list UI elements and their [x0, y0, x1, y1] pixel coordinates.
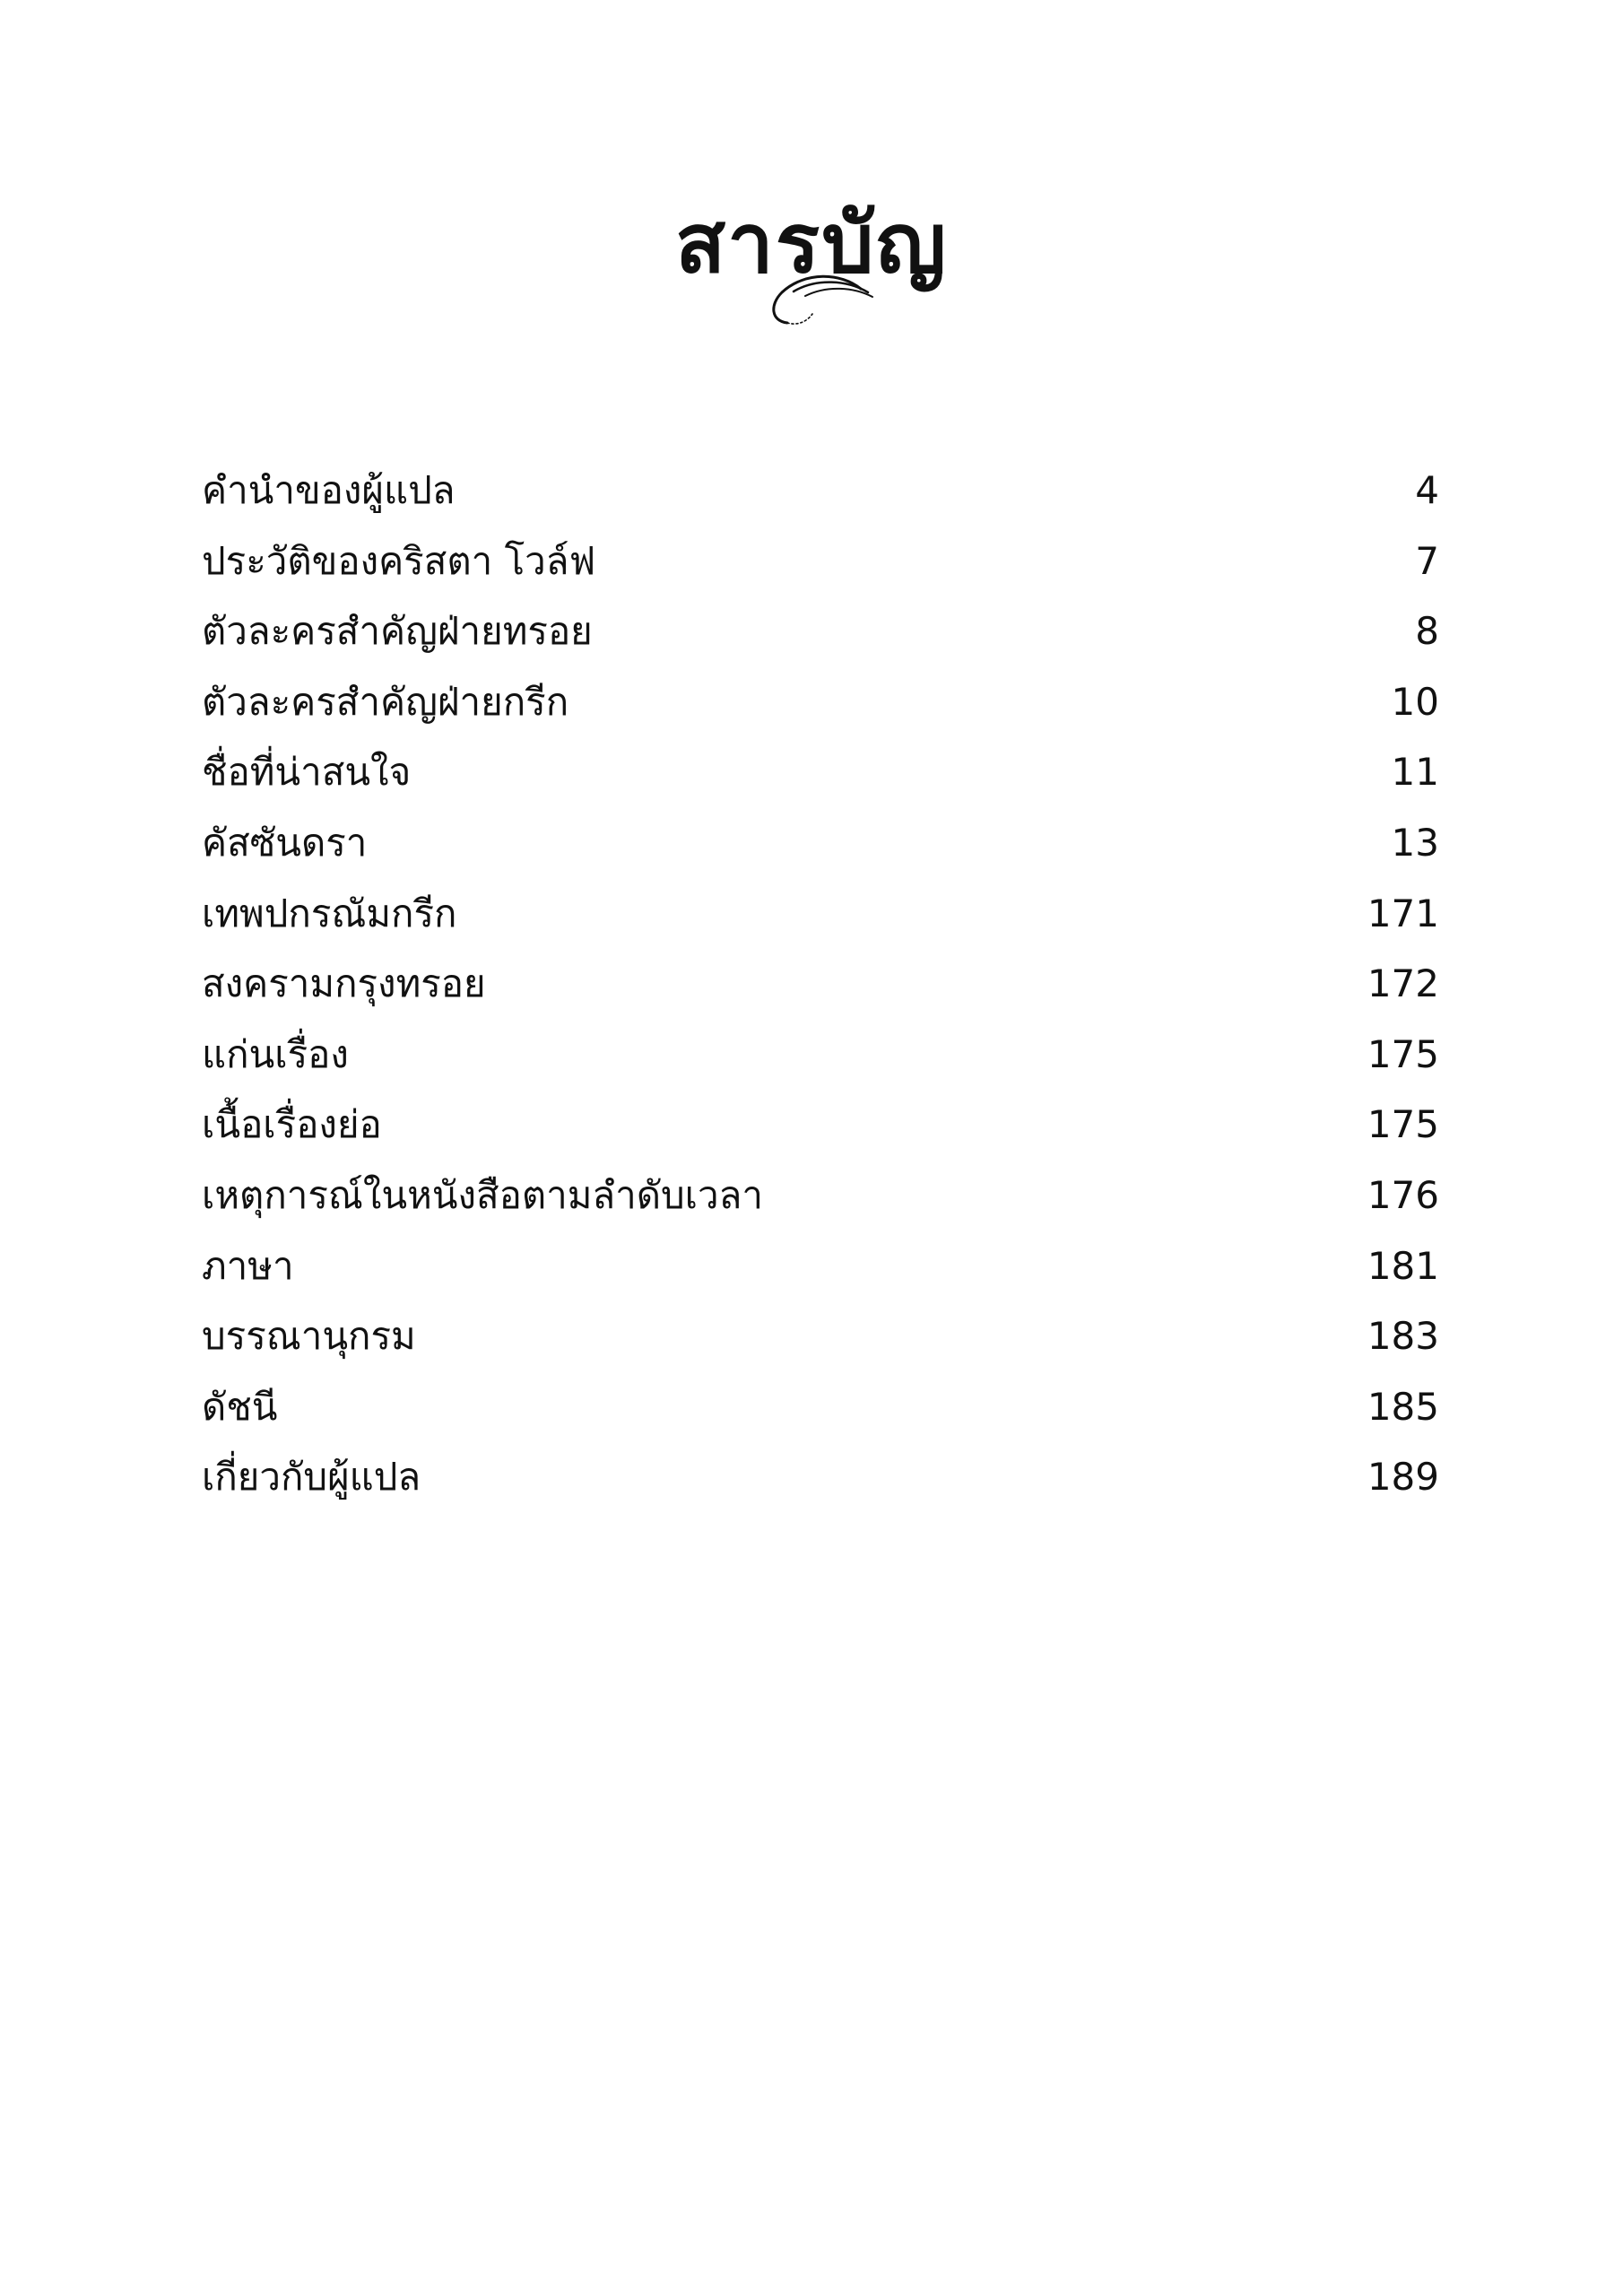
- toc-entry-title: บรรณานุกรม: [202, 1314, 416, 1359]
- toc-entry-page: 176: [1367, 1172, 1439, 1217]
- toc-entry-page: 175: [1367, 1102, 1439, 1147]
- toc-entry-title: ภาษา: [202, 1243, 294, 1288]
- toc-row: [202, 1090, 1439, 1161]
- toc-row: [202, 949, 1439, 1020]
- toc-entry-page: 10: [1391, 679, 1439, 724]
- toc-row: [202, 596, 1439, 667]
- toc-row: [202, 808, 1439, 879]
- toc-entry-title: ดัชนี: [202, 1384, 278, 1429]
- toc-entry-page: 185: [1367, 1384, 1439, 1429]
- toc-row: [202, 456, 1439, 526]
- toc-entry-page: 11: [1391, 750, 1439, 795]
- toc-entry-page: 4: [1415, 468, 1439, 512]
- toc-entry-page: 181: [1367, 1243, 1439, 1288]
- page-title: สารบัญ: [674, 195, 948, 291]
- toc-entry-title: ชื่อที่น่าสนใจ: [202, 750, 412, 795]
- toc-row: [202, 737, 1439, 808]
- toc-row: [202, 879, 1439, 950]
- toc-entry-title: เกี่ยวกับผู้แปล: [202, 1455, 421, 1500]
- toc-entry-title: สงครามกรุงทรอย: [202, 961, 486, 1006]
- toc-row: [202, 1231, 1439, 1302]
- toc-row: [202, 1442, 1439, 1513]
- toc-entry-title: คำนำของผู้แปล: [202, 468, 456, 512]
- toc-row: [202, 526, 1439, 597]
- toc-entry-page: 13: [1391, 820, 1439, 865]
- toc-entry-title: คัสซันดรา: [202, 820, 368, 865]
- toc-entry-page: 7: [1415, 538, 1439, 583]
- toc-entry-page: 172: [1367, 961, 1439, 1006]
- toc-entry-title: ประวัติของคริสตา โวล์ฟ: [202, 538, 596, 583]
- toc-entry-page: 8: [1415, 609, 1439, 654]
- toc-row: [202, 1161, 1439, 1231]
- toc-entry-page: 171: [1367, 891, 1439, 935]
- toc-entry-title: แก่นเรื่อง: [202, 1031, 349, 1076]
- toc-entry-title: เหตุการณ์ในหนังสือตามลำดับเวลา: [202, 1172, 763, 1217]
- toc-entry-title: ตัวละครสำคัญฝ่ายทรอย: [202, 609, 593, 654]
- toc-entry-page: 189: [1367, 1455, 1439, 1500]
- toc-entry-page: 183: [1367, 1314, 1439, 1359]
- toc-entry-title: เทพปกรณัมกรีก: [202, 891, 457, 935]
- toc-row: [202, 667, 1439, 738]
- toc-entry-page: 175: [1367, 1031, 1439, 1076]
- toc-row: [202, 1020, 1439, 1091]
- table-of-contents: [202, 456, 1439, 1513]
- flourish-icon: [762, 262, 879, 334]
- toc-entry-title: เนื้อเรื่องย่อ: [202, 1102, 382, 1147]
- toc-row: [202, 1301, 1439, 1372]
- toc-row: [202, 1372, 1439, 1443]
- toc-entry-title: ตัวละครสำคัญฝ่ายกรีก: [202, 679, 569, 724]
